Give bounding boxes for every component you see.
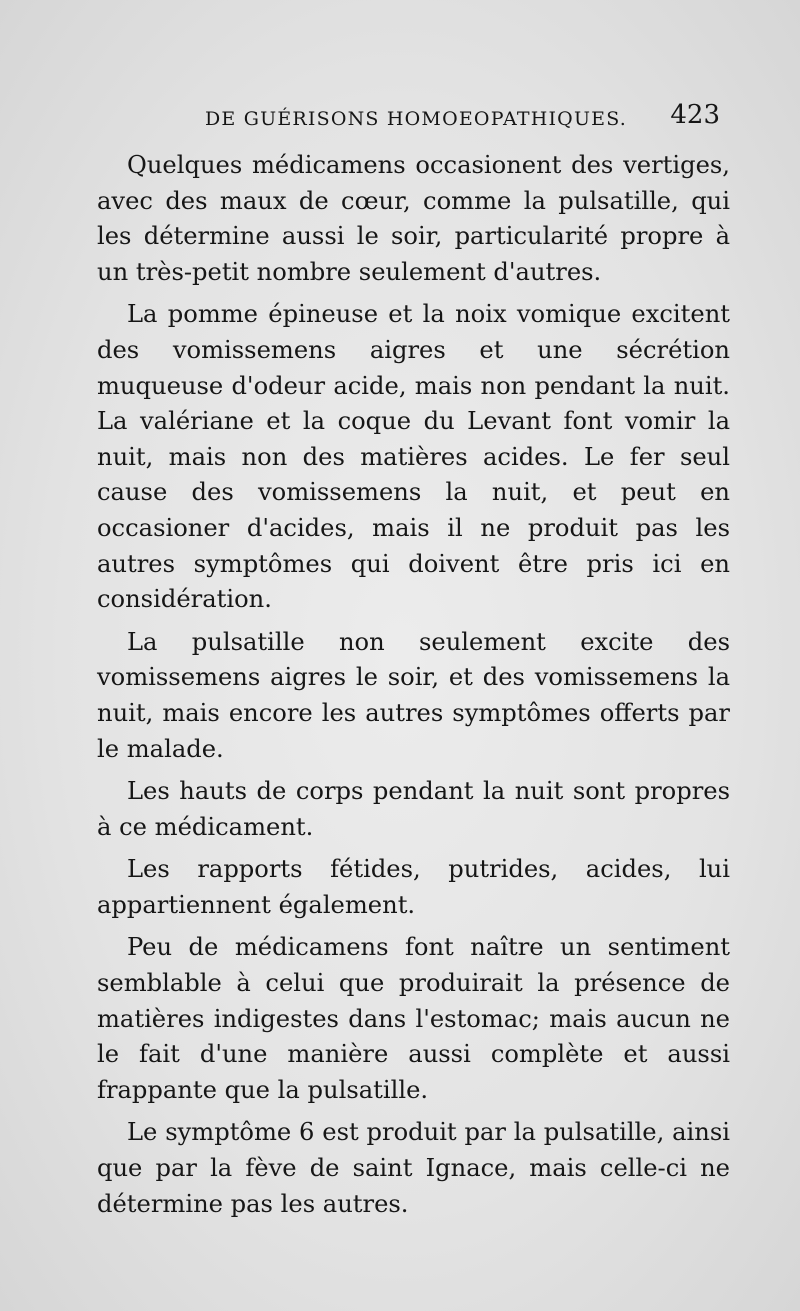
paragraph: Le symptôme 6 est produit par la pulsatille, ainsi que par la fève de saint Ignace, mais celle-ci ne détermine pas les autres. [97,1118,730,1218]
body-text [97,148,730,1229]
running-title: DE GUÉRISONS HOMOEOPATHIQUES. [205,108,628,130]
paragraph: La pomme épineuse et la noix vomique excitent des vomissemens aigres et une sécrétion muqueuse d'odeur acide, mais non pendant la nuit. La valériane et la coque du Levant font vomir la nuit, mais non des matières acides. Le fer seul cause des vomissemens la nuit, et peut en occasioner d'acides, mais il ne produit pas les autres symptômes qui doivent être pris ici en considération. [97,300,730,614]
page-header [90,100,730,140]
page-number: 423 [670,100,720,130]
paragraph: Les rapports fétides, putrides, acides, lui appartiennent également. [97,855,730,919]
paragraph: Peu de médicamens font naître un sentiment semblable à celui que produirait la présence de matières indigestes dans l'estomac; mais aucun ne le fait d'une manière aussi complète et aussi frappante que la pulsatille. [97,933,730,1104]
paragraph: Les hauts de corps pendant la nuit sont propres à ce médicament. [97,777,730,841]
paragraph: Quelques médicamens occasionent des vertiges, avec des maux de cœur, comme la pulsatille, qui les détermine aussi le soir, particularité propre à un très-petit nombre seulement d'autres. [97,151,730,286]
paragraph: La pulsatille non seulement excite des vomissemens aigres le soir, et des vomissemens la nuit, mais encore les autres symptômes offerts par le malade. [97,627,730,763]
